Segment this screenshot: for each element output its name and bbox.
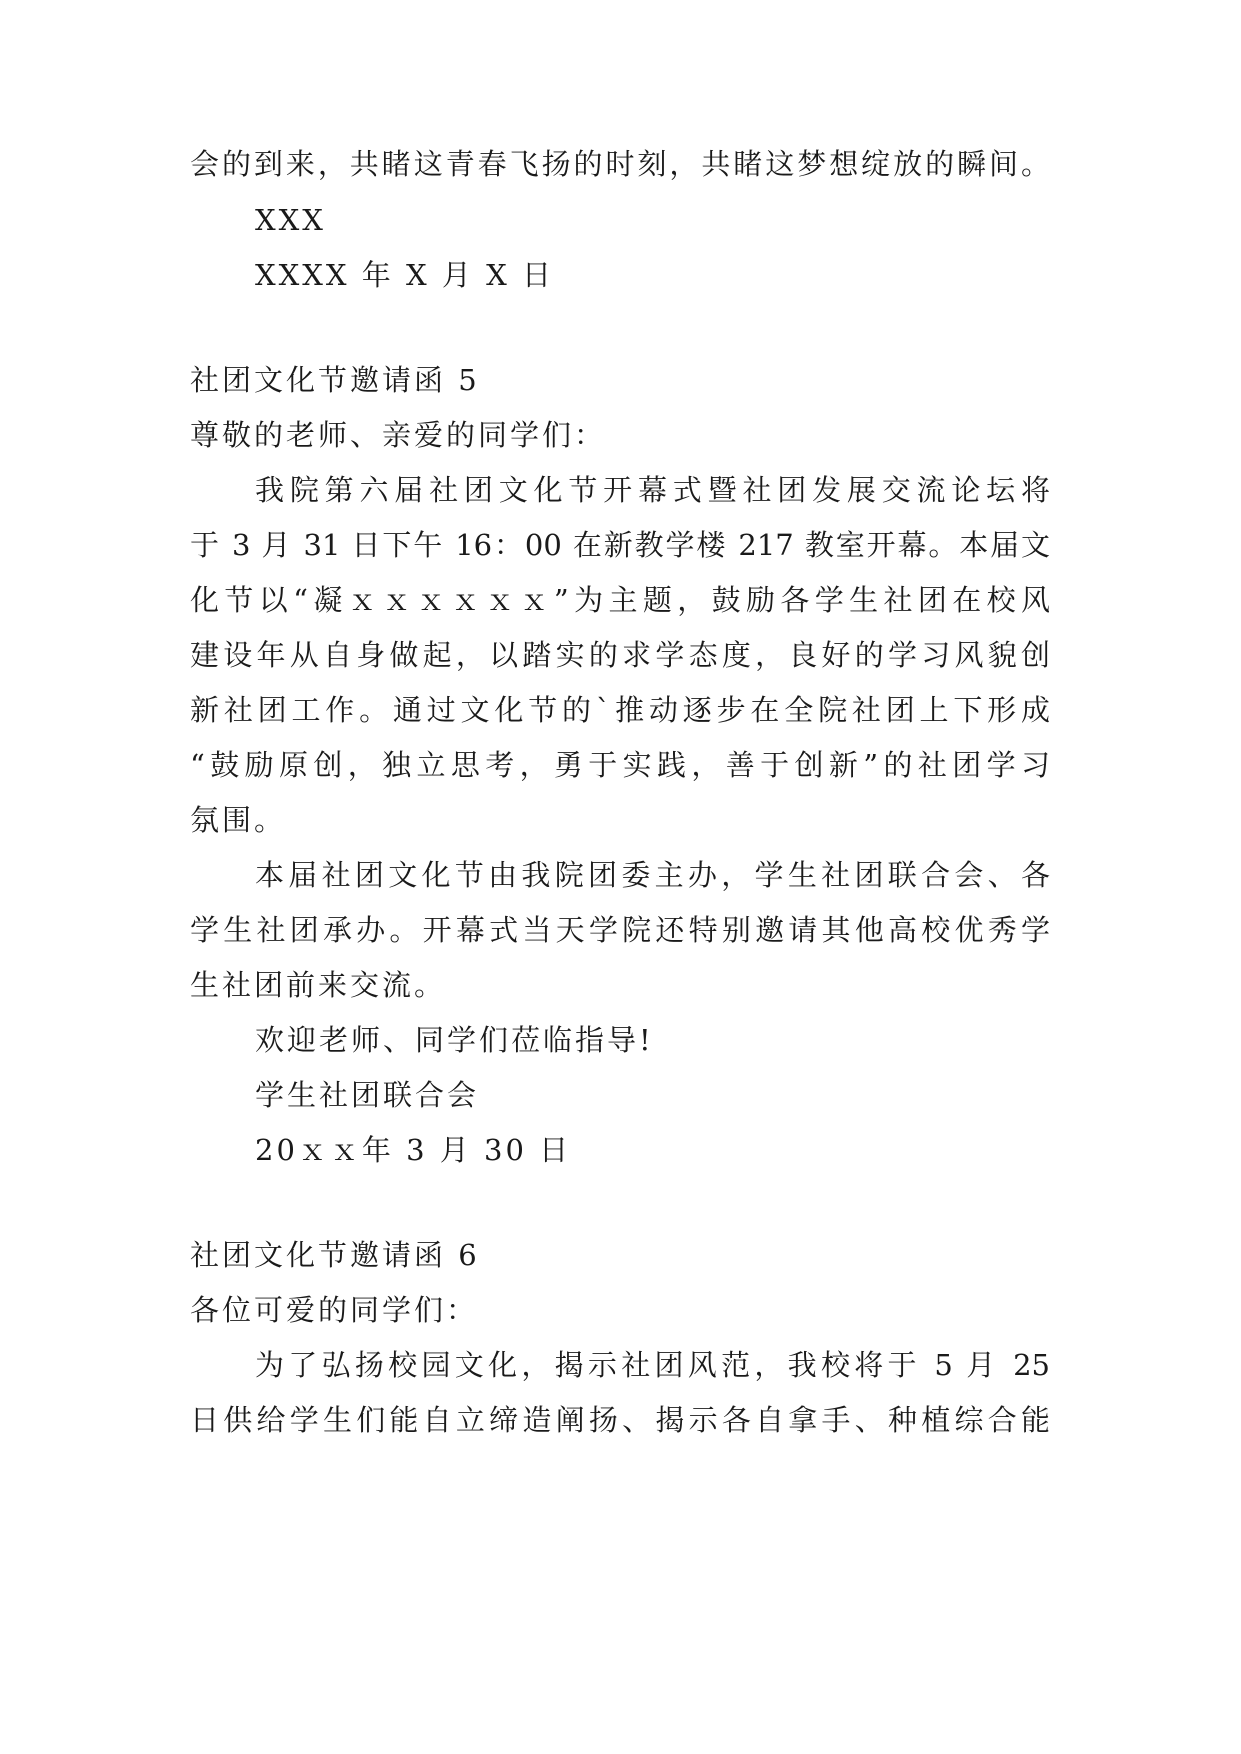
date-line: XXXX 年 X 月 X 日 [255,258,554,292]
letter5-signature: 学生社团联合会 [255,1078,480,1112]
letter5-welcome: 欢迎老师、同学们莅临指导! [255,1023,654,1057]
letter5-p1-line: 建设年从自身做起，以踏实的求学态度，良好的学习风貌创 [190,638,1050,672]
letter5-p2-line: 学生社团承办。开幕式当天学院还特别邀请其他高校优秀学 [190,913,1050,947]
letter5-date: 20ｘｘ年 3 月 30 日 [255,1133,572,1167]
letter5-p1-line: 于 3 月 31 日下午 16：00 在新教学楼 217 教室开幕。本届文 [190,528,1050,562]
letter6-salutation: 各位可爱的同学们： [190,1293,479,1327]
letter5-p1-line: 新社团工作。通过文化节的`推动逐步在全院社团上下形成 [190,693,1050,727]
letter5-p1-line: 氛围。 [190,803,287,837]
letter5-salutation: 尊敬的老师、亲爱的同学们： [190,418,607,452]
letter5-title: 社团文化节邀请函 5 [190,363,480,397]
letter5-p1-line: “鼓励原创，独立思考，勇于实践，善于创新”的社团学习 [190,748,1050,782]
closing-line: 会的到来，共睹这青春飞扬的时刻，共睹这梦想绽放的瞬间。 [190,147,1050,181]
letter6-title: 社团文化节邀请函 6 [190,1238,480,1272]
letter5-p1-line: 化节以“凝ｘｘｘｘｘｘ”为主题，鼓励各学生社团在校风 [190,583,1050,617]
letter5-p1-line: 我院第六届社团文化节开幕式暨社团发展交流论坛将 [255,473,1050,507]
signature: XXX [255,203,326,237]
letter6-p1-line: 日供给学生们能自立缔造阐扬、揭示各自拿手、种植综合能 [190,1403,1050,1437]
letter5-p2-line: 本届社团文化节由我院团委主办，学生社团联合会、各 [255,858,1050,892]
letter6-p1-line: 为了弘扬校园文化，揭示社团风范，我校将于 5 月 25 [255,1348,1050,1382]
letter5-p2-line: 生社团前来交流。 [190,968,447,1002]
